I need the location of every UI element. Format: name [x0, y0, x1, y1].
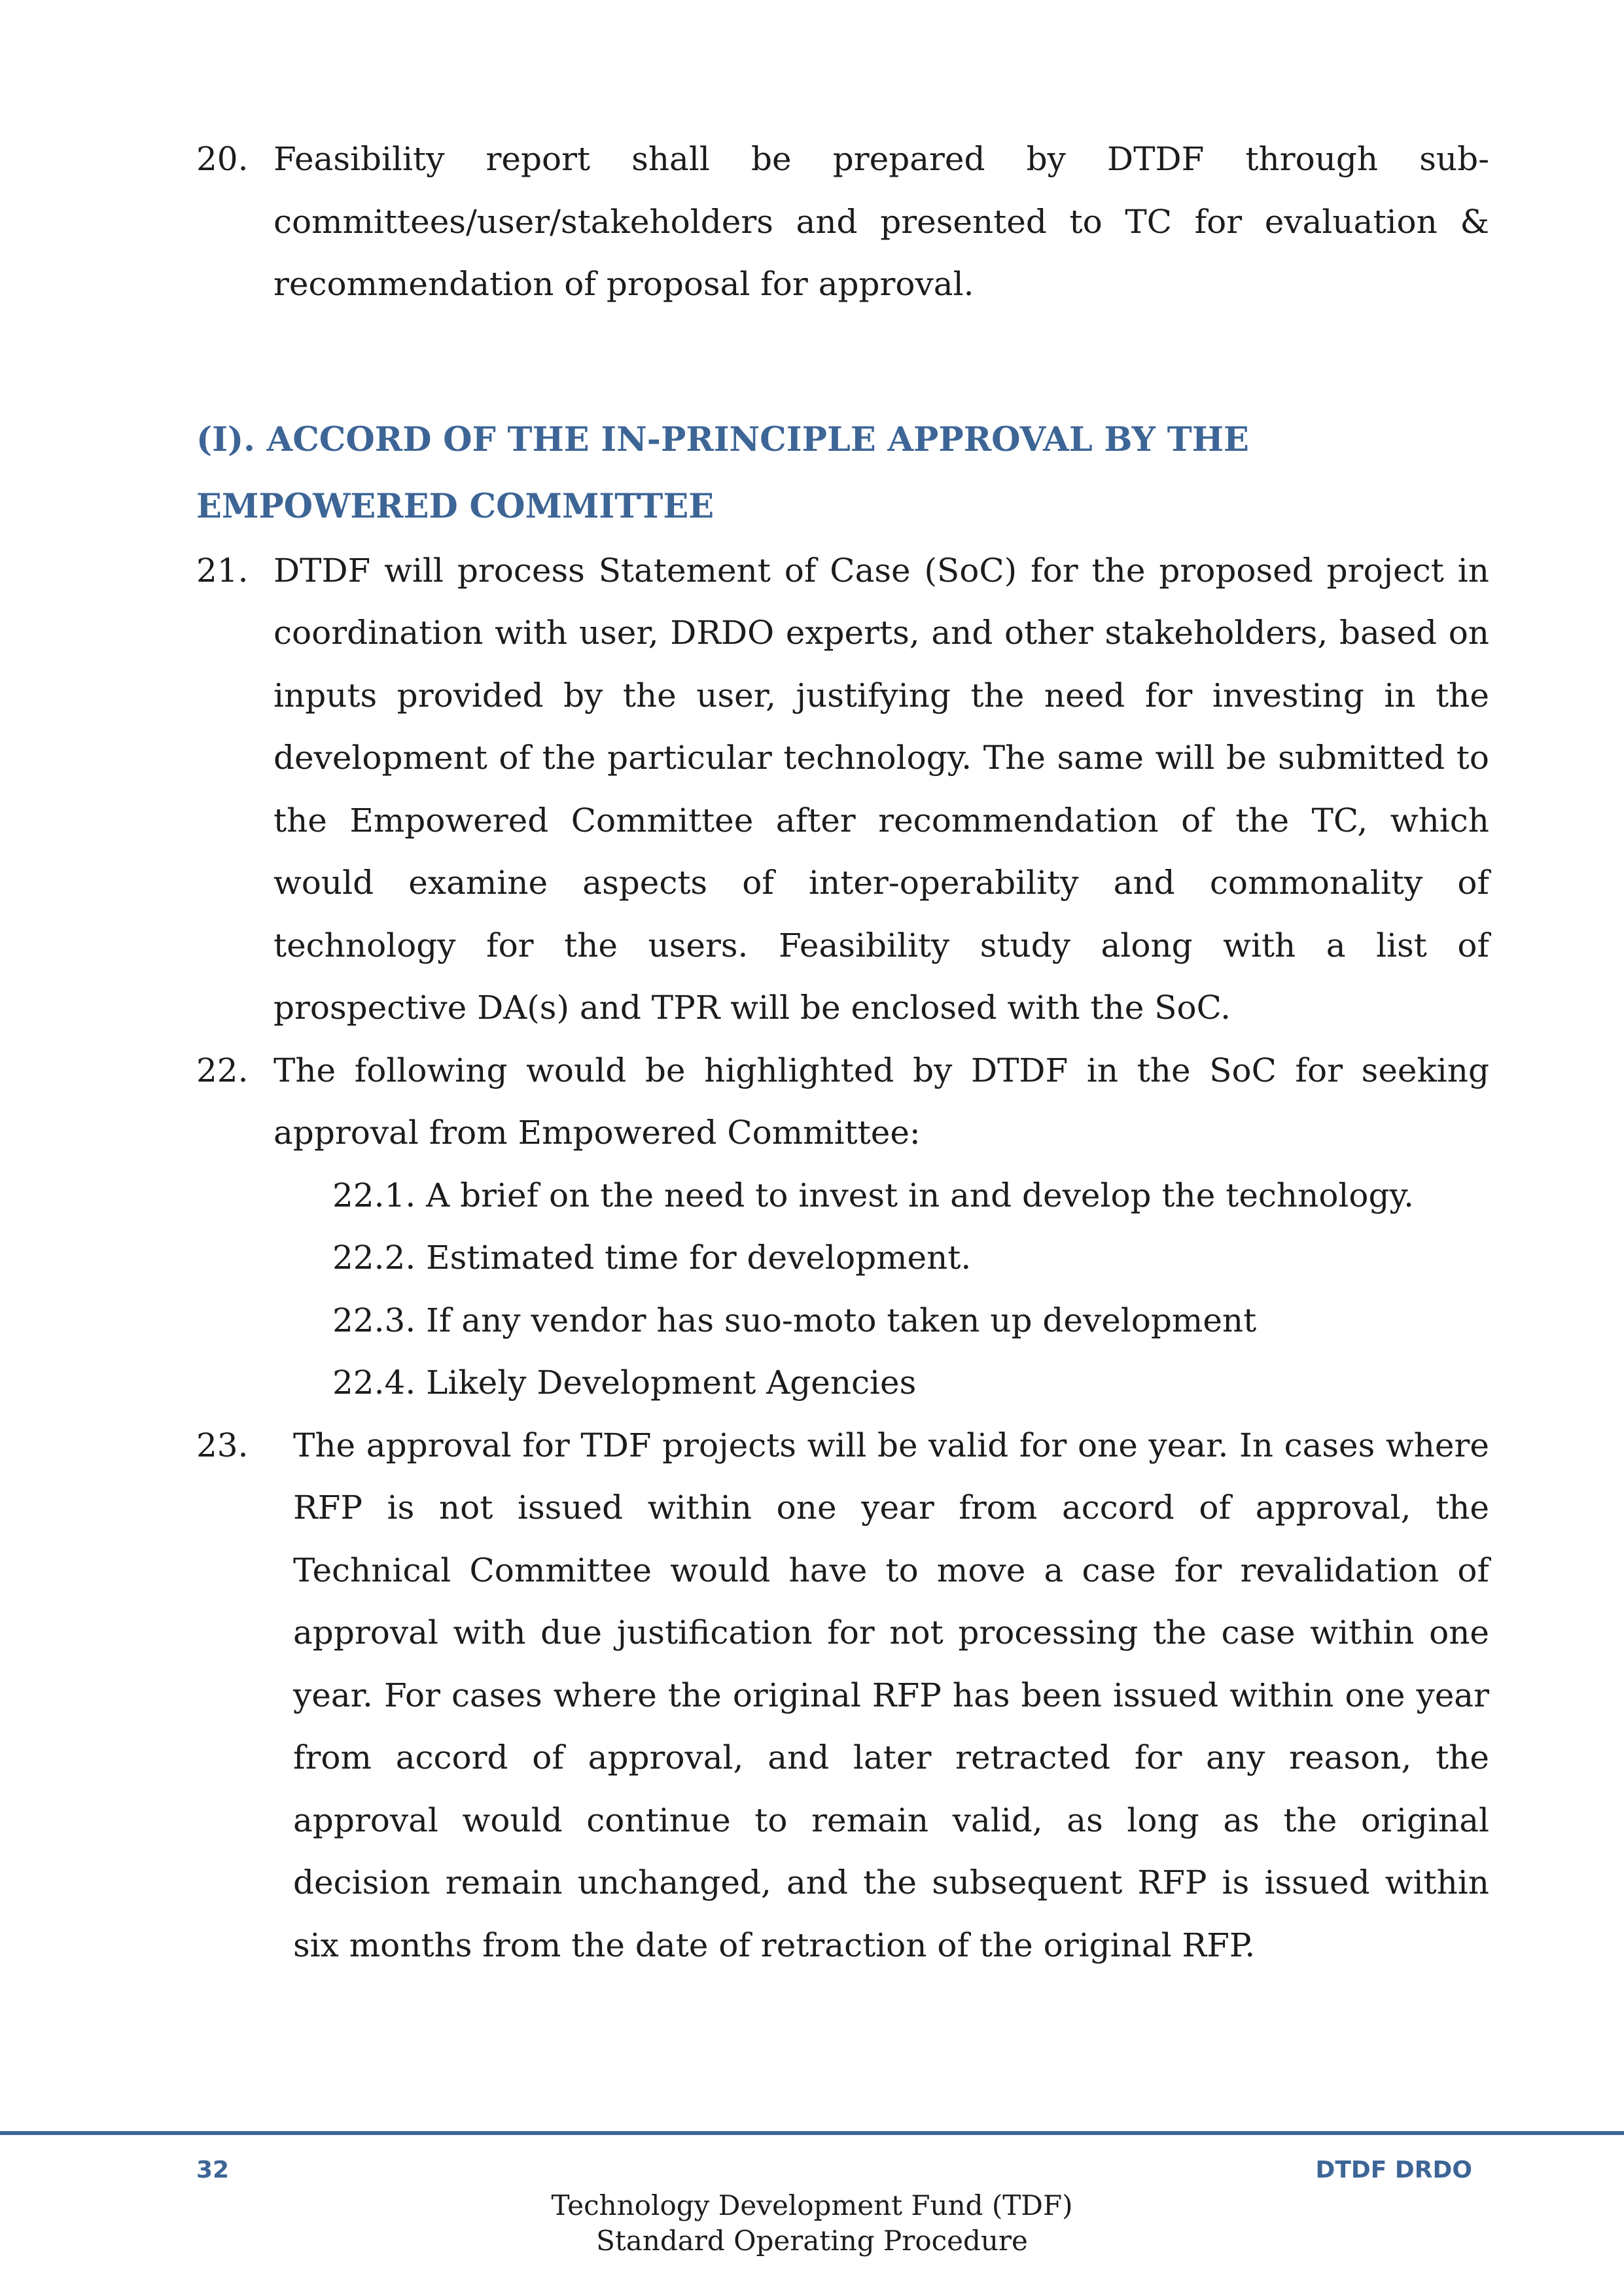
- paragraph-22: [196, 1040, 1489, 1165]
- section-heading-line-2: EMPOWERED COMMITTEE: [196, 486, 715, 526]
- paragraph-21: [196, 540, 1489, 1040]
- paragraph-text: The following would be highlighted by DTDF in the SoC for seeking approval from Empowered Committee:: [274, 1051, 1489, 1152]
- paragraph-text: DTDF will process Statement of Case (SoC) for the proposed project in coordination with user, DRDO experts, and other stakeholders, based on inputs provided by the user, justifying the need for investing in the development of the particular technology. The same will be submitted to the Empowered Committee after recommendation of the TC, which would examine aspects of inter-operability and commonality of technology for the users. Feasibility study along with a list of prospective DA(s) and TPR will be enclosed with the SoC.: [274, 551, 1489, 1027]
- section-heading-line-1: (I). ACCORD OF THE IN-PRINCIPLE APPROVAL BY THE: [196, 419, 1249, 459]
- footer-title-line-2: Standard Operating Procedure: [596, 2225, 1028, 2257]
- section-heading: [196, 406, 1489, 540]
- sub-item-22-1: 22.1. A brief on the need to invest in and develop the technology.: [332, 1176, 1415, 1214]
- page-number: 32: [196, 2157, 230, 2183]
- footer-title-line-1: Technology Development Fund (TDF): [551, 2189, 1073, 2221]
- paragraph-20: [196, 128, 1489, 316]
- footer-divider: [0, 2131, 1624, 2135]
- footer-brand: DTDF DRDO: [1315, 2157, 1472, 2183]
- sub-item-22-2: 22.2. Estimated time for development.: [332, 1239, 972, 1277]
- sub-item-22-3: 22.3. If any vendor has suo-moto taken up development: [332, 1301, 1257, 1339]
- paragraph-text: Feasibility report shall be prepared by DTDF through sub-committees/user/stakeholders and presented to TC for evaluation & recommendation of proposal for approval.: [274, 140, 1489, 303]
- page-content: [196, 128, 1489, 1977]
- paragraph-23: [196, 1415, 1489, 1977]
- paragraph-number: 23.: [196, 1426, 249, 1464]
- sub-item-22-4: 22.4. Likely Development Agencies: [332, 1364, 917, 1402]
- paragraph-number: 21.: [196, 551, 249, 590]
- paragraph-text: The approval for TDF projects will be valid for one year. In cases where RFP is not issued within one year from accord of approval, the Technical Committee would have to move a case for revalidation of approval with due justification for not processing the case within one year. For cases where the original RFP has been issued within one year from accord of approval, and later retracted for any reason, the approval would continue to remain valid, as long as the original decision remain unchanged, and the subsequent RFP is issued within six months from the date of retraction of the original RFP.: [293, 1426, 1489, 1964]
- paragraph-number: 22.: [196, 1051, 249, 1089]
- paragraph-number: 20.: [196, 140, 249, 178]
